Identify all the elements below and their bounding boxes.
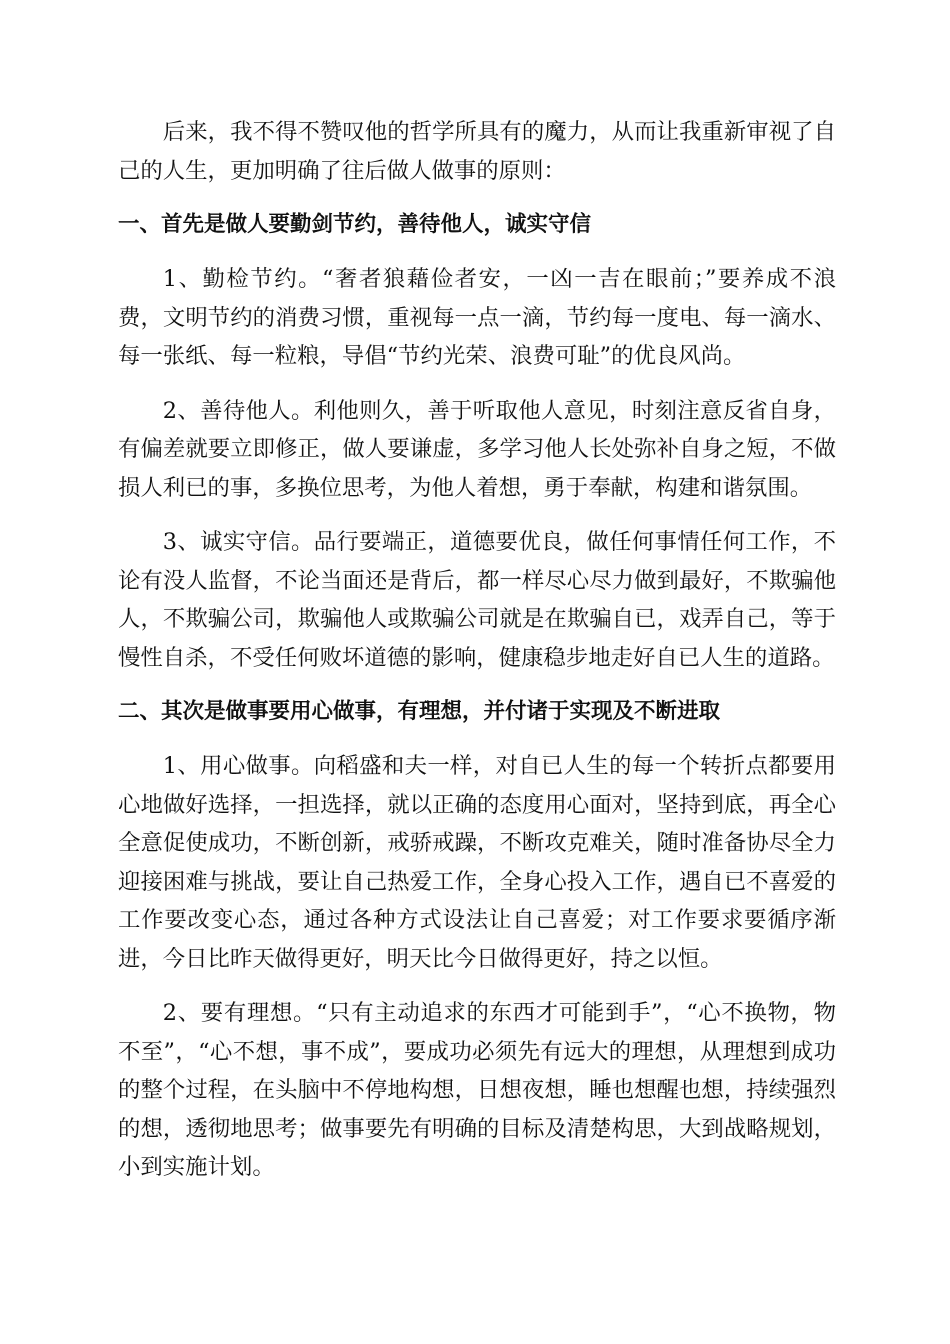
intro-paragraph: 后来，我不得不赞叹他的哲学所具有的魔力，从而让我重新审视了自己的人生，更加明确了往后做人做事的原则： [118, 119, 836, 184]
section-2-item-1: 1、用心做事。向稻盛和夫一样，对自已人生的每一个转折点都要用心地做好选择，一担选择，就以正确的态度用心面对，坚持到底，再全心全意促使成功，不断创新，戒骄戒躁，不断攻克难关，随时准备协尽全力迎接困难与挑战，要让自己热爱工作，全身心投入工作，遇自已不喜爱的工作要改变心态，通过各种方式设法让自己喜爱；对工作要求要循序渐进，今日比昨天做得更好，明天比今日做得更好，持之以恒。 [118, 753, 836, 972]
section-2-heading: 二、其次是做事要用心做事，有理想，并付诸于实现及不断进取 [118, 699, 721, 724]
section-1-item-3: 3、诚实守信。品行要端正，道德要优良，做任何事情任何工作，不论有没人监督，不论当面还是背后，都一样尽心尽力做到最好，不欺骗他人，不欺骗公司，欺骗他人或欺骗公司就是在欺骗自已，戏弄自己，等于慢性自杀，不受任何败坏道德的影响，健康稳步地走好自已人生的道路。 [118, 529, 836, 671]
section-1-heading: 一、首先是做人要勤剑节约，善待他人，诚实守信 [118, 212, 592, 237]
section-1-item-1: 1、勤检节约。“奢者狼藉俭者安，一凶一吉在眼前；”要养成不浪费，文明节约的消费习惯，重视每一点一滴，节约每一度电、每一滴水、每一张纸、每一粒粮，导倡“节约光荣、浪费可耻”的优良风尚。 [118, 266, 836, 369]
section-1-item-2: 2、善待他人。利他则久，善于听取他人意见，时刻注意反省自身，有偏差就要立即修正，做人要谦虚，多学习他人长处弥补自身之短，不做损人利已的事，多换位思考，为他人着想，勇于奉献，构建和谐氛围。 [118, 397, 836, 501]
document-page [118, 113, 836, 1203]
section-2-item-2: 2、要有理想。“只有主动追求的东西才可能到手”，“心不换物，物不至”，“心不想，事不成”，要成功必须先有远大的理想，从理想到成功的整个过程，在头脑中不停地构想，日想夜想，睡也想醒也想，持续强烈的想，透彻地思考；做事要先有明确的目标及清楚构思，大到战略规划，小到实施计划。 [118, 1000, 836, 1180]
